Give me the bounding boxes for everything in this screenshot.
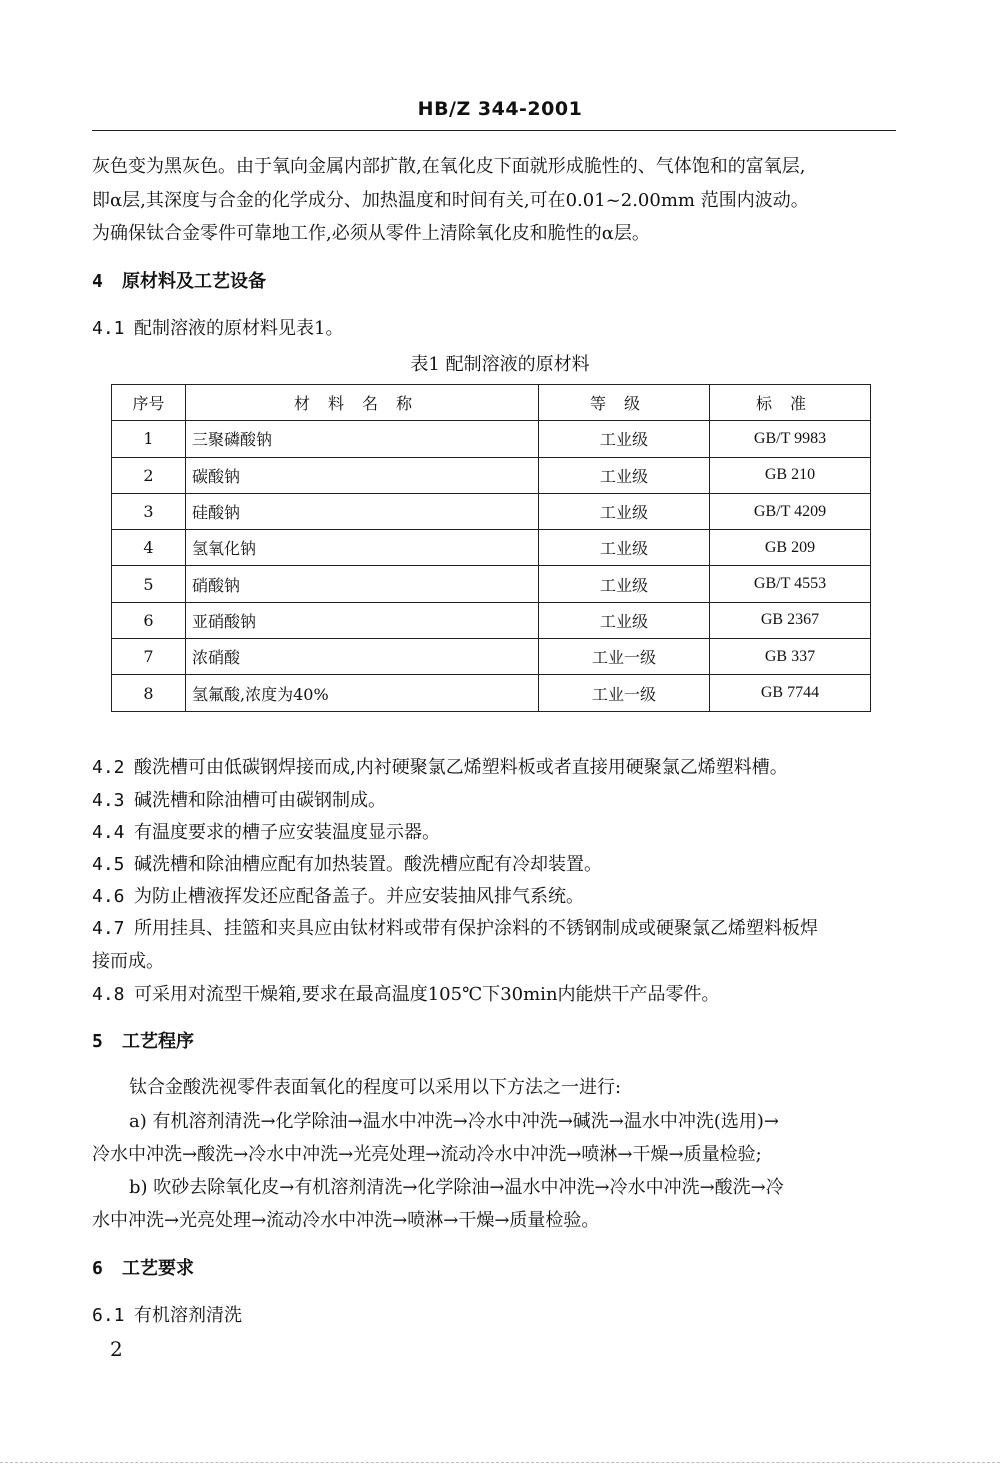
cell-standard: GB/T 4553	[710, 566, 871, 602]
header-serial: 序号	[112, 385, 186, 421]
clause-text: 有机溶剂清洗	[134, 1305, 242, 1326]
cell-standard: GB 2367	[710, 602, 871, 638]
clause-number: 4.2	[92, 757, 125, 778]
section-number: 5	[92, 1031, 103, 1052]
table-row	[112, 566, 871, 602]
page-bottom-edge	[0, 1462, 1000, 1463]
clause-4-7-continuation: 接而成。	[92, 951, 164, 972]
clause-text: 有温度要求的槽子应安装温度显示器。	[134, 822, 440, 843]
clause-text: 可采用对流型干燥箱,要求在最高温度105℃下30min内能烘干产品零件。	[134, 984, 720, 1005]
table-caption: 表1 配制溶液的原材料	[410, 354, 590, 375]
cell-serial: 6	[112, 602, 186, 638]
clause-4-5	[92, 853, 896, 877]
table-row	[112, 421, 871, 457]
section-title: 工艺程序	[122, 1031, 194, 1052]
cell-serial: 1	[112, 421, 186, 457]
clause-number: 4.8	[92, 984, 125, 1005]
cell-serial: 8	[112, 675, 186, 711]
table-row	[112, 639, 871, 675]
cell-standard: GB 337	[710, 639, 871, 675]
intro-line-3: 为确保钛合金零件可靠地工作,必须从零件上清除氧化皮和脆性的α层。	[92, 223, 650, 244]
cell-serial: 4	[112, 530, 186, 566]
procedure-a-line-1: a) 有机溶剂清洗→化学除油→温水中冲洗→冷水中冲洗→碱洗→温水中冲洗(选用)→	[129, 1111, 780, 1132]
cell-standard: GB/T 4209	[710, 493, 871, 529]
cell-material-name: 硝酸钠	[186, 566, 539, 602]
cell-serial: 5	[112, 566, 186, 602]
header-rule	[92, 130, 896, 131]
clause-number: 4.7	[92, 918, 125, 939]
clause-4-7	[92, 917, 896, 941]
clause-4-3	[92, 789, 896, 813]
cell-material-name: 碳酸钠	[186, 457, 539, 493]
clause-number: 6.1	[92, 1305, 125, 1326]
cell-grade: 工业级	[539, 421, 710, 457]
section-number: 4	[92, 271, 103, 292]
clause-number: 4.6	[92, 886, 125, 907]
cell-grade: 工业级	[539, 530, 710, 566]
clause-text: 为防止槽液挥发还应配备盖子。并应安装抽风排气系统。	[134, 886, 584, 907]
clause-4-2	[92, 756, 896, 780]
table-row	[112, 530, 871, 566]
cell-material-name: 亚硝酸钠	[186, 602, 539, 638]
cell-material-name: 氢氧化钠	[186, 530, 539, 566]
table-row	[112, 457, 871, 493]
clause-text: 酸洗槽可由低碳钢焊接而成,内衬硬聚氯乙烯塑料板或者直接用硬聚氯乙烯塑料槽。	[134, 757, 788, 778]
table-row	[112, 493, 871, 529]
section-title: 工艺要求	[122, 1258, 194, 1279]
procedure-a-line-2: 冷水中冲洗→酸洗→冷水中冲洗→光亮处理→流动冷水中冲洗→喷淋→干燥→质量检验;	[92, 1144, 762, 1165]
clause-text: 碱洗槽和除油槽可由碳钢制成。	[134, 790, 386, 811]
clause-text: 所用挂具、挂篮和夹具应由钛材料或带有保护涂料的不锈钢制成或硬聚氯乙烯塑料板焊	[134, 918, 818, 939]
page-number: 2	[110, 1337, 123, 1361]
clause-number: 4.3	[92, 790, 125, 811]
clause-text: 碱洗槽和除油槽应配有加热装置。酸洗槽应配有冷却装置。	[134, 854, 602, 875]
procedure-b-line-1: b) 吹砂去除氧化皮→有机溶剂清洗→化学除油→温水中冲洗→冷水中冲洗→酸洗→冷	[129, 1177, 784, 1198]
procedure-b-line-2: 水中冲洗→光亮处理→流动冷水中冲洗→喷淋→干燥→质量检验。	[92, 1210, 600, 1231]
cell-material-name: 硅酸钠	[186, 493, 539, 529]
header-standard: 标准	[710, 385, 871, 421]
clause-6-1	[92, 1304, 896, 1328]
intro-line-1: 灰色变为黑灰色。由于氧向金属内部扩散,在氧化皮下面就形成脆性的、气体饱和的富氧层,	[92, 156, 806, 177]
cell-grade: 工业级	[539, 457, 710, 493]
section-number: 6	[92, 1258, 103, 1279]
section-6-heading	[92, 1257, 896, 1281]
section-title: 原材料及工艺设备	[122, 271, 266, 292]
table-row	[112, 602, 871, 638]
clause-number: 4.4	[92, 822, 125, 843]
cell-standard: GB 209	[710, 530, 871, 566]
intro-line-2: 即α层,其深度与合金的化学成分、加热温度和时间有关,可在0.01~2.00mm 范围内波动。	[92, 190, 809, 211]
clause-4-6	[92, 885, 896, 909]
cell-grade: 工业级	[539, 602, 710, 638]
cell-standard: GB 7744	[710, 675, 871, 711]
cell-standard: GB 210	[710, 457, 871, 493]
cell-grade: 工业一级	[539, 639, 710, 675]
section-5-heading	[92, 1030, 896, 1054]
cell-grade: 工业级	[539, 493, 710, 529]
cell-material-name: 氢氟酸,浓度为40%	[186, 675, 539, 711]
cell-serial: 3	[112, 493, 186, 529]
cell-grade: 工业级	[539, 566, 710, 602]
cell-serial: 2	[112, 457, 186, 493]
standard-code-header: HB/Z 344-2001	[417, 98, 583, 120]
clause-number: 4.5	[92, 854, 125, 875]
clause-4-8	[92, 983, 896, 1007]
clause-4-1	[92, 317, 896, 341]
table-header-row	[112, 385, 871, 421]
header-material-name: 材料名称	[186, 385, 539, 421]
cell-material-name: 三聚磷酸钠	[186, 421, 539, 457]
cell-grade: 工业一级	[539, 675, 710, 711]
cell-serial: 7	[112, 639, 186, 675]
cell-standard: GB/T 9983	[710, 421, 871, 457]
clause-number: 4.1	[92, 318, 125, 339]
header-grade: 等级	[539, 385, 710, 421]
clause-4-4	[92, 821, 896, 845]
materials-table	[111, 384, 871, 712]
procedure-intro: 钛合金酸洗视零件表面氧化的程度可以采用以下方法之一进行:	[129, 1077, 622, 1098]
table-row	[112, 675, 871, 711]
cell-material-name: 浓硝酸	[186, 639, 539, 675]
clause-text: 配制溶液的原材料见表1。	[134, 318, 344, 339]
section-4-heading	[92, 270, 896, 294]
